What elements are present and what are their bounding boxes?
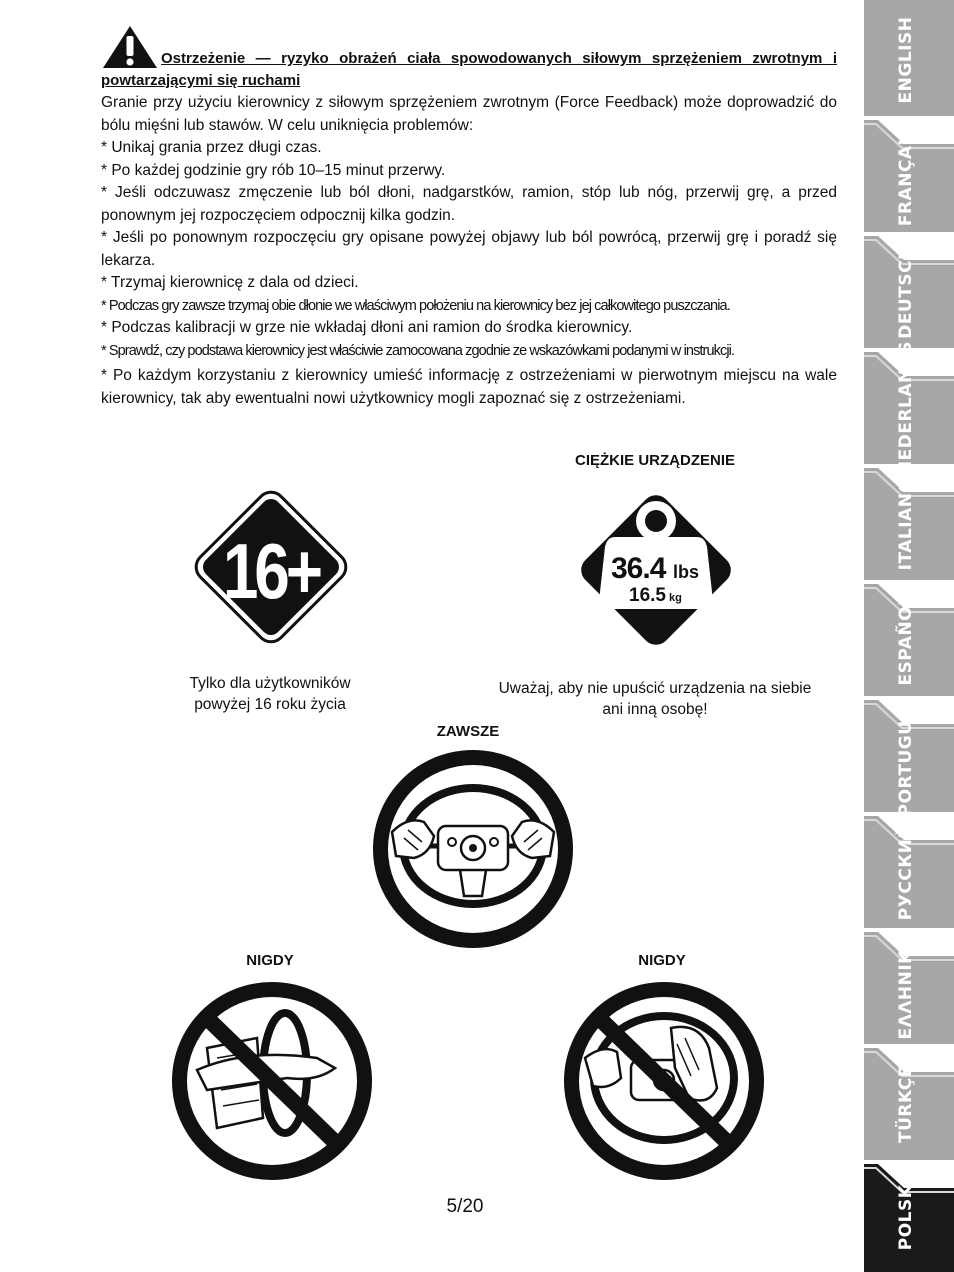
language-tab-italiano[interactable] xyxy=(864,464,954,584)
warning-paragraph: * Jeśli po ponownym rozpoczęciu gry opisane powyżej objawy lub ból powrócą, przerwij grę i poradź się lekarza. xyxy=(101,229,837,269)
language-tab-label: ITALIANO xyxy=(896,477,916,571)
language-tab-francais[interactable] xyxy=(864,116,954,236)
age-badge-text: 16+ xyxy=(222,528,320,616)
wrong-grip-pictogram-right xyxy=(559,978,769,1184)
language-tab-nederlands[interactable] xyxy=(864,340,954,476)
warning-paragraph: * Trzymaj kierownicę z dala od dzieci. xyxy=(101,274,359,291)
left-hand-icon xyxy=(585,1049,621,1087)
never-label-right: NIGDY xyxy=(638,952,686,969)
language-tab-label: ESPAÑOL xyxy=(896,594,916,686)
language-tab-turkce[interactable] xyxy=(864,1044,954,1164)
age-caption-line: Tylko dla użytkowników xyxy=(189,675,351,692)
warning-paragraph: * Sprawdź, czy podstawa kierownicy jest właściwie zamocowana zgodnie ze wskazówkami podanymi w instrukcji. xyxy=(101,342,735,359)
warning-title: Ostrzeżenie — ryzyko obrażeń ciała spowodowanych siłowym sprzężeniem zwrotnym i powtarzającymi się ruchami xyxy=(101,50,837,89)
never-label-left: NIGDY xyxy=(246,952,294,969)
weight-kg-unit: kg xyxy=(669,592,682,604)
warning-paragraph: * Unikaj grania przez długi czas. xyxy=(101,139,322,156)
language-tab-deutsch[interactable] xyxy=(864,232,954,352)
warning-section xyxy=(101,48,837,410)
warning-paragraph: Granie przy użyciu kierownicy z siłowym sprzężeniem zwrotnym (Force Feedback) może doprowadzić do bólu mięśni lub stawów. W celu uniknięcia problemów: xyxy=(101,94,837,134)
language-tab-label: FRANÇAIS xyxy=(896,125,916,227)
language-sidebar xyxy=(864,0,954,1272)
warning-paragraph: * Jeśli odczuwasz zmęczenie lub ból dłoni, nadgarstków, ramion, stóp lub nóg, przerwij grę, a przed ponownym jej rozpoczęciem odpocznij kilka godzin. xyxy=(101,184,837,224)
heavy-weight-pictogram xyxy=(563,477,749,663)
warning-paragraph: * Podczas kalibracji w grze nie wkładaj dłoni ani ramion do środka kierownicy. xyxy=(101,319,633,336)
weight-kg-value: 16.5 xyxy=(629,585,666,606)
heavy-caption xyxy=(480,678,830,720)
age-16-plus-pictogram xyxy=(184,480,358,654)
language-tab-polski[interactable] xyxy=(864,1160,954,1272)
age-caption-line: powyżej 16 roku życia xyxy=(194,696,346,713)
language-tab-label: РУССКИЙ xyxy=(896,823,916,921)
warning-paragraph: * Po każdej godzinie gry rób 10–15 minut przerwy. xyxy=(101,161,446,179)
heavy-device-heading: CIĘŻKIE URZĄDZENIE xyxy=(574,452,735,469)
always-label: ZAWSZE xyxy=(436,723,500,740)
weight-lbs-unit: lbs xyxy=(673,562,700,582)
language-tab-label: PORTUGUÊS xyxy=(896,695,916,817)
language-tab-label: POLSKI xyxy=(896,1177,916,1251)
page-number: 5/20 xyxy=(446,1196,484,1217)
warning-paragraph: * Po każdym korzystaniu z kierownicy umieść informację z ostrzeżeniami w pierwotnym miejscu na wale kierownicy, tak aby ewentualni nowi użytkownicy mogli zapoznać się z ostrzeżeniami. xyxy=(101,367,837,407)
warning-heading xyxy=(101,48,837,92)
weight-lbs-value: 36.4 xyxy=(611,552,666,585)
wrong-grip-pictogram-left xyxy=(167,978,377,1184)
warning-triangle-icon xyxy=(101,24,159,70)
language-tab-greek[interactable] xyxy=(864,928,954,1048)
language-tab-label: DEUTSCH xyxy=(896,245,916,339)
language-tab-label: TÜRKÇE xyxy=(896,1065,916,1143)
correct-grip-pictogram xyxy=(368,746,578,952)
language-tab-espanol[interactable] xyxy=(864,580,954,700)
language-tab-portugues[interactable] xyxy=(864,696,954,816)
warning-paragraph: * Podczas gry zawsze trzymaj obie dłonie we właściwym położeniu na kierownicy bez jej całkowitego puszczania. xyxy=(101,297,730,314)
language-tab-label: ENGLISH xyxy=(896,16,916,104)
language-tab-english[interactable] xyxy=(864,0,954,120)
age-caption xyxy=(150,673,390,715)
language-tab-label: NEDERLANDS xyxy=(896,340,916,476)
heavy-caption-line: Uważaj, aby nie upuścić urządzenia na siebie xyxy=(498,680,812,697)
heavy-caption-line: ani inną osobę! xyxy=(602,701,708,718)
language-tab-label: ΕΛΛΗΝΙΚΑ xyxy=(896,936,916,1040)
language-tab-russian[interactable] xyxy=(864,812,954,932)
warning-body xyxy=(101,92,837,410)
